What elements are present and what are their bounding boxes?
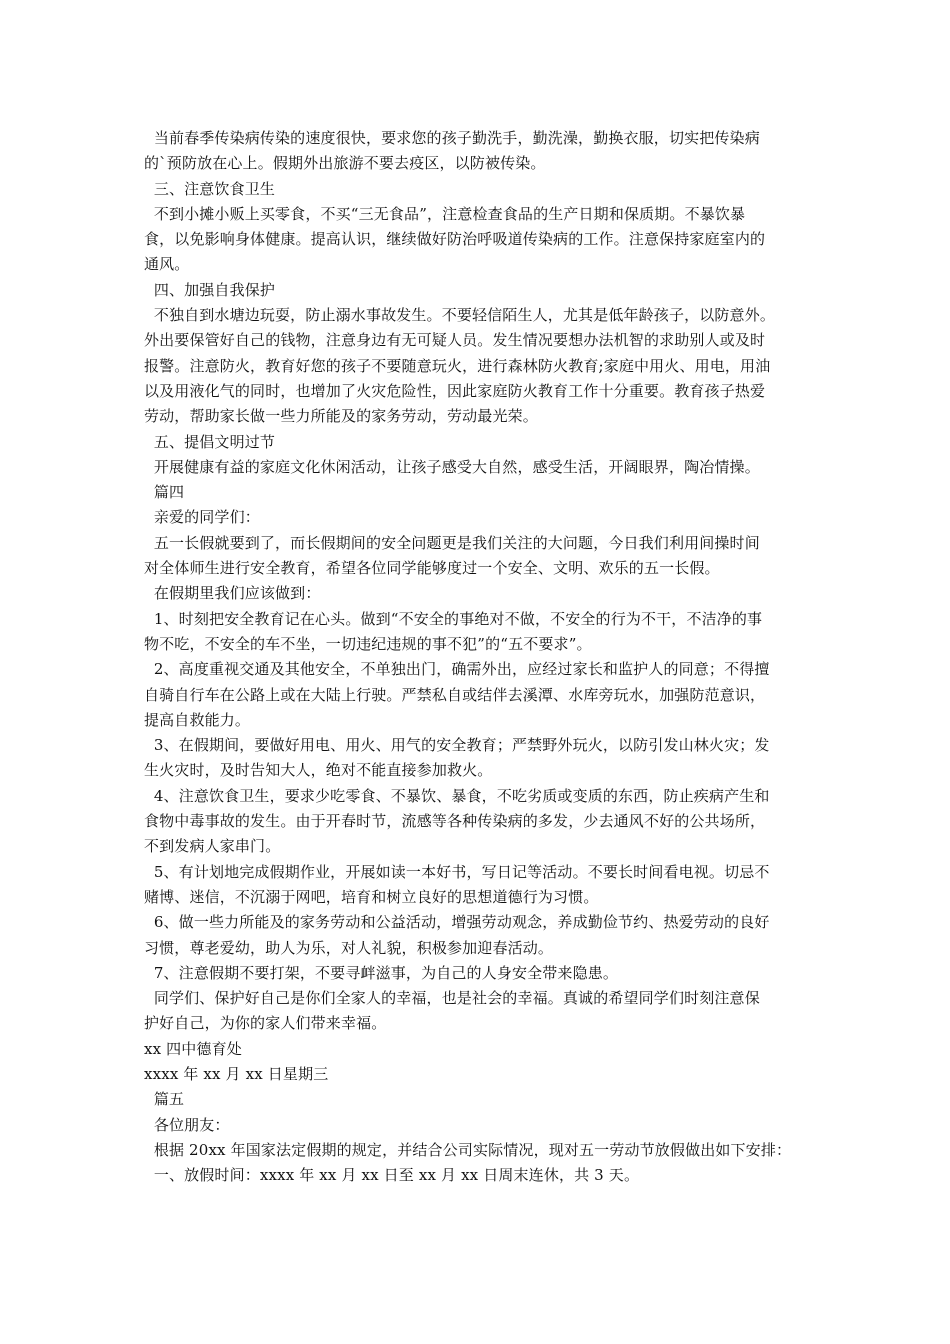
text-line: 篇五	[144, 1090, 185, 1109]
text-line: 4、注意饮食卫生，要求少吃零食、不暴饮、暴食，不吃劣质或变质的东西，防止疾病产生和	[144, 786, 770, 805]
text-line: 亲爱的同学们：	[144, 508, 260, 527]
text-line: 的`预防放在心上。假期外出旅游不要去疫区，以防被传染。	[144, 154, 546, 173]
text-line: 在假期里我们应该做到：	[144, 584, 321, 603]
text-line: 以及用液化气的同时，也增加了火灾危险性，因此家庭防火教育工作十分重要。教育孩子热爱	[144, 381, 766, 400]
text-line: 不到发病人家串门。	[144, 837, 281, 856]
text-line: 习惯，尊老爱幼，助人为乐，对人礼貌，积极参加迎春活动。	[144, 938, 554, 957]
text-line: 根据 20xx 年国家法定假期的规定，并结合公司实际情况，现对五一劳动节放假做出如下安排：	[144, 1140, 792, 1159]
text-line: 劳动，帮助家长做一些力所能及的家务劳动，劳动最光荣。	[144, 407, 538, 426]
text-line: 一、放假时间：xxxx 年 xx 月 xx 日至 xx 月 xx 日周末连休，共 3 天。	[144, 1166, 640, 1185]
text-line: 7、注意假期不要打架，不要寻衅滋事，为自己的人身安全带来隐患。	[144, 963, 619, 982]
text-line: 3、在假期间，要做好用电、用火、用气的安全教育；严禁野外玩火，以防引发山林火灾；发	[144, 736, 770, 755]
text-line: 不到小摊小贩上买零食，不买“三无食品”，注意检查食品的生产日期和保质期。不暴饮暴	[144, 204, 746, 223]
text-line: 5、有计划地完成假期作业，开展如读一本好书，写日记等活动。不要长时间看电视。切忌不	[144, 862, 770, 881]
text-line: 篇四	[144, 483, 185, 502]
text-line: 四、加强自我保护	[144, 280, 276, 299]
text-line: 食，以免影响身体健康。提高认识，继续做好防治呼吸道传染病的工作。注意保持家庭室内的	[144, 230, 766, 249]
text-line: 食物中毒事故的发生。由于开春时节，流感等各种传染病的多发，少去通风不好的公共场所，	[144, 812, 766, 831]
text-line: 同学们、保护好自己是你们全家人的幸福，也是社会的幸福。真诚的希望同学们时刻注意保	[144, 989, 760, 1008]
text-line: xxxx 年 xx 月 xx 日星期三	[144, 1064, 329, 1083]
text-line: 五一长假就要到了，而长假期间的安全问题更是我们关注的大问题，今日我们利用间操时间	[144, 533, 760, 552]
text-line: 外出要保管好自己的钱物，注意身边有无可疑人员。发生情况要想办法机智的求助别人或及时	[144, 331, 766, 350]
text-line: 不独自到水塘边玩耍，防止溺水事故发生。不要轻信陌生人，尤其是低年龄孩子，以防意外。	[144, 306, 775, 325]
text-line: 赌博、迷信，不沉溺于网吧，培育和树立良好的思想道德行为习惯。	[144, 887, 599, 906]
text-line: 护好自己，为你的家人们带来幸福。	[144, 1014, 387, 1033]
text-line: 各位朋友：	[144, 1115, 230, 1134]
text-line: 五、提倡文明过节	[144, 432, 276, 451]
text-line: 2、高度重视交通及其他安全，不单独出门，确需外出，应经过家长和监护人的同意；不得擅	[144, 660, 770, 679]
text-line: 报警。注意防火，教育好您的孩子不要随意玩火，进行森林防火教育;家庭中用火、用电，用油	[144, 356, 771, 375]
text-line: 6、做一些力所能及的家务劳动和公益活动，增强劳动观念，养成勤俭节约、热爱劳动的良好	[144, 913, 770, 932]
text-line: 开展健康有益的家庭文化休闲活动，让孩子感受大自然，感受生活，开阔眼界，陶冶情操。	[144, 457, 760, 476]
text-line: xx 四中德育处	[144, 1039, 242, 1058]
text-line: 1、时刻把安全教育记在心头。做到“不安全的事绝对不做，不安全的行为不干，不洁净的事	[144, 609, 763, 628]
text-line: 物不吃，不安全的车不坐，一切违纪违规的事不犯”的“五不要求”。	[144, 634, 592, 653]
text-line: 对全体师生进行安全教育，希望各位同学能够度过一个安全、文明、欢乐的五一长假。	[144, 559, 720, 578]
text-line: 生火灾时，及时告知大人，绝对不能直接参加救火。	[144, 761, 493, 780]
text-line: 自骑自行车在公路上或在大陆上行驶。严禁私自或结伴去溪潭、水库旁玩水，加强防范意识，	[144, 685, 766, 704]
text-line: 三、注意饮食卫生	[144, 179, 276, 198]
text-line: 提高自救能力。	[144, 710, 251, 729]
text-line: 通风。	[144, 255, 190, 274]
document-body	[144, 126, 812, 1188]
text-line: 当前春季传染病传染的速度很快，要求您的孩子勤洗手，勤洗澡，勤换衣服，切实把传染病	[144, 129, 760, 147]
